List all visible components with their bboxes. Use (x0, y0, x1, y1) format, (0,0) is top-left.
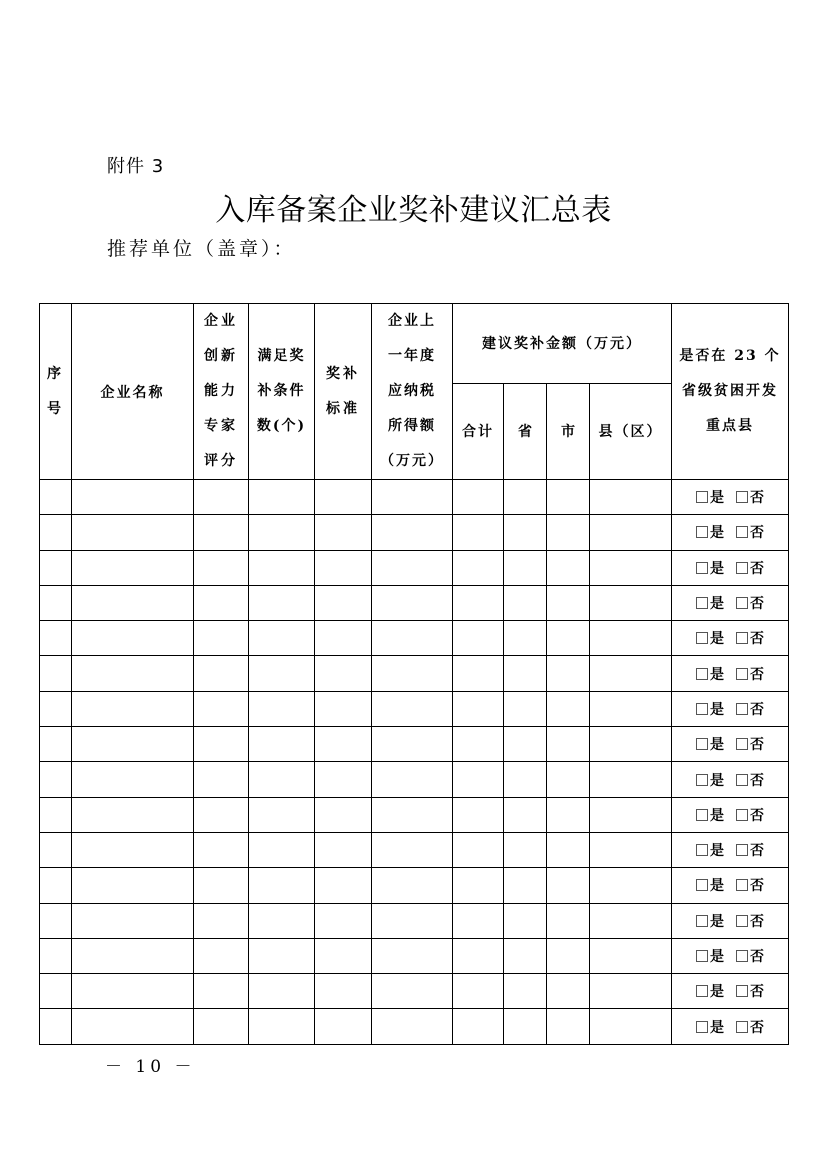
table-row (40, 691, 789, 726)
cell-province[interactable] (504, 550, 547, 585)
cell-standard[interactable] (315, 550, 372, 585)
cell-seq[interactable] (40, 515, 72, 550)
header-line: 创新 (204, 348, 238, 364)
cell-province[interactable] (504, 974, 547, 1009)
cell-tax[interactable] (372, 974, 453, 1009)
cell-county[interactable] (590, 691, 672, 726)
cell-conditions-met[interactable] (249, 621, 315, 656)
table-row (40, 797, 789, 832)
cell-conditions-met[interactable] (249, 691, 315, 726)
cell-tax[interactable] (372, 691, 453, 726)
header-tax (372, 304, 453, 480)
cell-standard[interactable] (315, 585, 372, 620)
yes-checkbox[interactable] (696, 738, 708, 750)
cell-conditions-met[interactable] (249, 974, 315, 1009)
cell-tax[interactable] (372, 832, 453, 867)
cell-county[interactable] (590, 868, 672, 903)
cell-company-name[interactable] (72, 656, 194, 691)
cell-county[interactable] (590, 938, 672, 973)
no-label: 否 (750, 596, 764, 613)
header-line: （万元） (380, 453, 444, 469)
cell-standard[interactable] (315, 727, 372, 762)
cell-total[interactable] (453, 974, 504, 1009)
cell-seq[interactable] (40, 585, 72, 620)
cell-city[interactable] (547, 621, 590, 656)
cell-seq[interactable] (40, 621, 72, 656)
cell-province[interactable] (504, 691, 547, 726)
cell-seq[interactable] (40, 797, 72, 832)
cell-county[interactable] (590, 797, 672, 832)
cell-company-name[interactable] (72, 762, 194, 797)
cell-standard[interactable] (315, 797, 372, 832)
cell-province[interactable] (504, 480, 547, 515)
cell-standard[interactable] (315, 480, 372, 515)
header-seq (40, 304, 72, 480)
cell-total[interactable] (453, 868, 504, 903)
no-label: 否 (750, 631, 764, 648)
cell-province[interactable] (504, 762, 547, 797)
yes-checkbox[interactable] (696, 562, 708, 574)
cell-conditions-met[interactable] (249, 832, 315, 867)
yes-checkbox[interactable] (696, 774, 708, 786)
yes-checkbox[interactable] (696, 1021, 708, 1033)
table-row (40, 1009, 789, 1044)
cell-seq[interactable] (40, 480, 72, 515)
no-label: 否 (750, 913, 764, 930)
cell-innovation-score[interactable] (194, 691, 249, 726)
cell-total[interactable] (453, 480, 504, 515)
yes-label: 是 (710, 666, 724, 683)
cell-innovation-score[interactable] (194, 550, 249, 585)
header-seq-line: 号 (47, 400, 64, 417)
cell-tax[interactable] (372, 550, 453, 585)
yes-label: 是 (710, 490, 724, 507)
cell-standard[interactable] (315, 621, 372, 656)
yes-label: 是 (710, 984, 724, 1001)
table-row (40, 974, 789, 1009)
no-checkbox[interactable] (736, 491, 748, 503)
cell-innovation-score[interactable] (194, 762, 249, 797)
table-row (40, 550, 789, 585)
cell-city[interactable] (547, 797, 590, 832)
no-checkbox[interactable] (736, 562, 748, 574)
cell-city[interactable] (547, 691, 590, 726)
cell-city[interactable] (547, 1009, 590, 1044)
document-title: 入库备案企业奖补建议汇总表 (215, 193, 612, 228)
cell-company-name[interactable] (72, 515, 194, 550)
no-checkbox[interactable] (736, 597, 748, 609)
cell-county[interactable] (590, 621, 672, 656)
cell-poverty-choice (672, 621, 789, 656)
cell-county[interactable] (590, 1009, 672, 1044)
cell-county[interactable] (590, 903, 672, 938)
cell-tax[interactable] (372, 621, 453, 656)
no-label: 否 (750, 843, 764, 860)
cell-city[interactable] (547, 480, 590, 515)
no-label: 否 (750, 807, 764, 824)
header-province: 省 (504, 383, 547, 479)
cell-innovation-score[interactable] (194, 832, 249, 867)
cell-innovation-score[interactable] (194, 797, 249, 832)
header-line: 补条件 (257, 383, 306, 399)
cell-poverty-choice (672, 656, 789, 691)
cell-standard[interactable] (315, 691, 372, 726)
cell-tax[interactable] (372, 480, 453, 515)
yes-label: 是 (710, 560, 724, 577)
cell-total[interactable] (453, 1009, 504, 1044)
no-checkbox[interactable] (736, 632, 748, 644)
header-line: 奖补 (326, 365, 360, 382)
cell-city[interactable] (547, 938, 590, 973)
cell-conditions-met[interactable] (249, 938, 315, 973)
header-line: 是否在 23 个 (679, 348, 781, 364)
cell-innovation-score[interactable] (194, 621, 249, 656)
cell-city[interactable] (547, 727, 590, 762)
cell-county[interactable] (590, 480, 672, 515)
cell-poverty-choice (672, 903, 789, 938)
table-row (40, 832, 789, 867)
no-checkbox[interactable] (736, 879, 748, 891)
cell-province[interactable] (504, 797, 547, 832)
cell-tax[interactable] (372, 938, 453, 973)
cell-poverty-choice (672, 691, 789, 726)
table-row (40, 515, 789, 550)
cell-province[interactable] (504, 1009, 547, 1044)
cell-innovation-score[interactable] (194, 1009, 249, 1044)
header-line: 重点县 (706, 418, 754, 434)
yes-label: 是 (710, 1019, 724, 1036)
cell-standard[interactable] (315, 656, 372, 691)
cell-total[interactable] (453, 515, 504, 550)
cell-innovation-score[interactable] (194, 727, 249, 762)
yes-label: 是 (710, 631, 724, 648)
recommender-label: 推荐单位（盖章）： (107, 238, 296, 260)
no-label: 否 (750, 560, 764, 577)
yes-checkbox[interactable] (696, 597, 708, 609)
cell-county[interactable] (590, 585, 672, 620)
no-label: 否 (750, 772, 764, 789)
cell-seq[interactable] (40, 656, 72, 691)
header-line: 所得额 (388, 418, 436, 434)
cell-standard[interactable] (315, 515, 372, 550)
cell-tax[interactable] (372, 585, 453, 620)
cell-total[interactable] (453, 938, 504, 973)
cell-total[interactable] (453, 903, 504, 938)
cell-tax[interactable] (372, 656, 453, 691)
cell-conditions-met[interactable] (249, 480, 315, 515)
no-label: 否 (750, 701, 764, 718)
no-checkbox[interactable] (736, 526, 748, 538)
yes-checkbox[interactable] (696, 844, 708, 856)
yes-checkbox[interactable] (696, 703, 708, 715)
header-line: 企业上 (388, 313, 436, 329)
yes-checkbox[interactable] (696, 632, 708, 644)
cell-company-name[interactable] (72, 868, 194, 903)
table-row (40, 903, 789, 938)
cell-total[interactable] (453, 797, 504, 832)
cell-innovation-score[interactable] (194, 903, 249, 938)
cell-seq[interactable] (40, 868, 72, 903)
cell-company-name[interactable] (72, 621, 194, 656)
cell-poverty-choice (672, 727, 789, 762)
cell-poverty-choice (672, 585, 789, 620)
no-label: 否 (750, 878, 764, 895)
table-row (40, 762, 789, 797)
no-checkbox[interactable] (736, 703, 748, 715)
cell-innovation-score[interactable] (194, 656, 249, 691)
table-row (40, 621, 789, 656)
cell-seq[interactable] (40, 727, 72, 762)
yes-label: 是 (710, 878, 724, 895)
cell-city[interactable] (547, 585, 590, 620)
header-county: 县（区） (590, 383, 672, 479)
cell-seq[interactable] (40, 762, 72, 797)
summary-table (39, 303, 789, 1045)
cell-total[interactable] (453, 550, 504, 585)
yes-label: 是 (710, 807, 724, 824)
cell-poverty-choice (672, 938, 789, 973)
yes-checkbox[interactable] (696, 526, 708, 538)
cell-tax[interactable] (372, 903, 453, 938)
cell-county[interactable] (590, 515, 672, 550)
cell-company-name[interactable] (72, 691, 194, 726)
yes-label: 是 (710, 772, 724, 789)
cell-seq[interactable] (40, 832, 72, 867)
cell-innovation-score[interactable] (194, 585, 249, 620)
cell-tax[interactable] (372, 515, 453, 550)
cell-total[interactable] (453, 621, 504, 656)
cell-poverty-choice (672, 868, 789, 903)
cell-city[interactable] (547, 868, 590, 903)
cell-company-name[interactable] (72, 938, 194, 973)
cell-innovation-score[interactable] (194, 974, 249, 1009)
yes-checkbox[interactable] (696, 491, 708, 503)
cell-poverty-choice (672, 480, 789, 515)
cell-county[interactable] (590, 550, 672, 585)
table-row (40, 656, 789, 691)
cell-province[interactable] (504, 832, 547, 867)
cell-company-name[interactable] (72, 974, 194, 1009)
cell-poverty-choice (672, 1009, 789, 1044)
header-line: 数(个) (256, 418, 307, 434)
cell-standard[interactable] (315, 903, 372, 938)
no-checkbox[interactable] (736, 774, 748, 786)
cell-standard[interactable] (315, 762, 372, 797)
header-line: 标准 (326, 400, 360, 417)
cell-total[interactable] (453, 585, 504, 620)
no-checkbox[interactable] (736, 844, 748, 856)
header-seq-line: 序 (47, 365, 64, 382)
cell-company-name[interactable] (72, 585, 194, 620)
cell-poverty-choice (672, 515, 789, 550)
cell-standard[interactable] (315, 974, 372, 1009)
cell-innovation-score[interactable] (194, 515, 249, 550)
cell-seq[interactable] (40, 550, 72, 585)
cell-company-name[interactable] (72, 903, 194, 938)
no-label: 否 (750, 490, 764, 507)
cell-poverty-choice (672, 762, 789, 797)
cell-total[interactable] (453, 727, 504, 762)
cell-county[interactable] (590, 974, 672, 1009)
no-label: 否 (750, 737, 764, 754)
cell-total[interactable] (453, 762, 504, 797)
cell-province[interactable] (504, 903, 547, 938)
yes-label: 是 (710, 701, 724, 718)
cell-total[interactable] (453, 656, 504, 691)
cell-poverty-choice (672, 974, 789, 1009)
cell-poverty-choice (672, 797, 789, 832)
cell-total[interactable] (453, 832, 504, 867)
header-line: 应纳税 (388, 383, 436, 399)
cell-company-name[interactable] (72, 1009, 194, 1044)
cell-province[interactable] (504, 621, 547, 656)
table-row (40, 480, 789, 515)
header-conditions-met (249, 304, 315, 480)
no-label: 否 (750, 666, 764, 683)
cell-seq[interactable] (40, 691, 72, 726)
yes-label: 是 (710, 737, 724, 754)
header-standard (315, 304, 372, 480)
yes-checkbox[interactable] (696, 985, 708, 997)
cell-city[interactable] (547, 903, 590, 938)
no-label: 否 (750, 1019, 764, 1036)
cell-conditions-met[interactable] (249, 727, 315, 762)
yes-checkbox[interactable] (696, 809, 708, 821)
cell-company-name[interactable] (72, 797, 194, 832)
cell-province[interactable] (504, 868, 547, 903)
cell-poverty-choice (672, 550, 789, 585)
cell-conditions-met[interactable] (249, 656, 315, 691)
cell-province[interactable] (504, 938, 547, 973)
cell-company-name[interactable] (72, 727, 194, 762)
cell-county[interactable] (590, 727, 672, 762)
cell-conditions-met[interactable] (249, 585, 315, 620)
cell-conditions-met[interactable] (249, 797, 315, 832)
cell-poverty-choice (672, 832, 789, 867)
header-line: 满足奖 (257, 348, 306, 364)
cell-company-name[interactable] (72, 832, 194, 867)
no-checkbox[interactable] (736, 809, 748, 821)
no-checkbox[interactable] (736, 915, 748, 927)
no-checkbox[interactable] (736, 668, 748, 680)
cell-standard[interactable] (315, 868, 372, 903)
cell-innovation-score[interactable] (194, 868, 249, 903)
cell-province[interactable] (504, 515, 547, 550)
table-row (40, 938, 789, 973)
cell-province[interactable] (504, 727, 547, 762)
attachment-label: 附件 3 (107, 156, 165, 177)
cell-innovation-score[interactable] (194, 938, 249, 973)
header-poverty-county (672, 304, 789, 480)
header-line: 评分 (204, 453, 238, 469)
yes-label: 是 (710, 596, 724, 613)
cell-conditions-met[interactable] (249, 762, 315, 797)
cell-county[interactable] (590, 762, 672, 797)
no-checkbox[interactable] (736, 950, 748, 962)
cell-county[interactable] (590, 656, 672, 691)
table-row (40, 585, 789, 620)
yes-label: 是 (710, 525, 724, 542)
cell-province[interactable] (504, 656, 547, 691)
yes-checkbox[interactable] (696, 950, 708, 962)
cell-seq[interactable] (40, 974, 72, 1009)
cell-conditions-met[interactable] (249, 515, 315, 550)
cell-city[interactable] (547, 550, 590, 585)
yes-label: 是 (710, 949, 724, 965)
header-company-name: 企业名称 (72, 304, 194, 480)
no-checkbox[interactable] (736, 985, 748, 997)
cell-province[interactable] (504, 585, 547, 620)
cell-tax[interactable] (372, 1009, 453, 1044)
cell-conditions-met[interactable] (249, 868, 315, 903)
cell-tax[interactable] (372, 868, 453, 903)
header-city: 市 (547, 383, 590, 479)
cell-standard[interactable] (315, 938, 372, 973)
header-total: 合计 (453, 383, 504, 479)
page-number: － 10 － (105, 1057, 196, 1077)
yes-checkbox[interactable] (696, 879, 708, 891)
cell-standard[interactable] (315, 832, 372, 867)
cell-standard[interactable] (315, 1009, 372, 1044)
cell-company-name[interactable] (72, 480, 194, 515)
cell-tax[interactable] (372, 797, 453, 832)
table-row (40, 727, 789, 762)
header-line: 省级贫困开发 (682, 383, 778, 399)
cell-conditions-met[interactable] (249, 1009, 315, 1044)
cell-seq[interactable] (40, 938, 72, 973)
cell-city[interactable] (547, 832, 590, 867)
header-line: 专家 (204, 418, 238, 434)
yes-checkbox[interactable] (696, 668, 708, 680)
cell-conditions-met[interactable] (249, 550, 315, 585)
no-label: 否 (750, 984, 764, 1001)
cell-company-name[interactable] (72, 550, 194, 585)
header-suggested-amount: 建议奖补金额（万元） (453, 304, 672, 384)
no-label: 否 (750, 949, 764, 965)
cell-city[interactable] (547, 515, 590, 550)
cell-city[interactable] (547, 762, 590, 797)
no-checkbox[interactable] (736, 1021, 748, 1033)
cell-seq[interactable] (40, 903, 72, 938)
header-line: 一年度 (388, 348, 436, 364)
cell-tax[interactable] (372, 762, 453, 797)
yes-checkbox[interactable] (696, 915, 708, 927)
no-label: 否 (750, 525, 764, 542)
header-line: 能力 (204, 383, 238, 399)
table-row (40, 868, 789, 903)
cell-county[interactable] (590, 832, 672, 867)
yes-label: 是 (710, 913, 724, 930)
cell-city[interactable] (547, 656, 590, 691)
header-line: 企业 (204, 313, 238, 329)
header-innovation-score (194, 304, 249, 480)
no-checkbox[interactable] (736, 738, 748, 750)
cell-total[interactable] (453, 691, 504, 726)
cell-city[interactable] (547, 974, 590, 1009)
cell-seq[interactable] (40, 1009, 72, 1044)
cell-conditions-met[interactable] (249, 903, 315, 938)
cell-tax[interactable] (372, 727, 453, 762)
yes-label: 是 (710, 843, 724, 860)
cell-innovation-score[interactable] (194, 480, 249, 515)
